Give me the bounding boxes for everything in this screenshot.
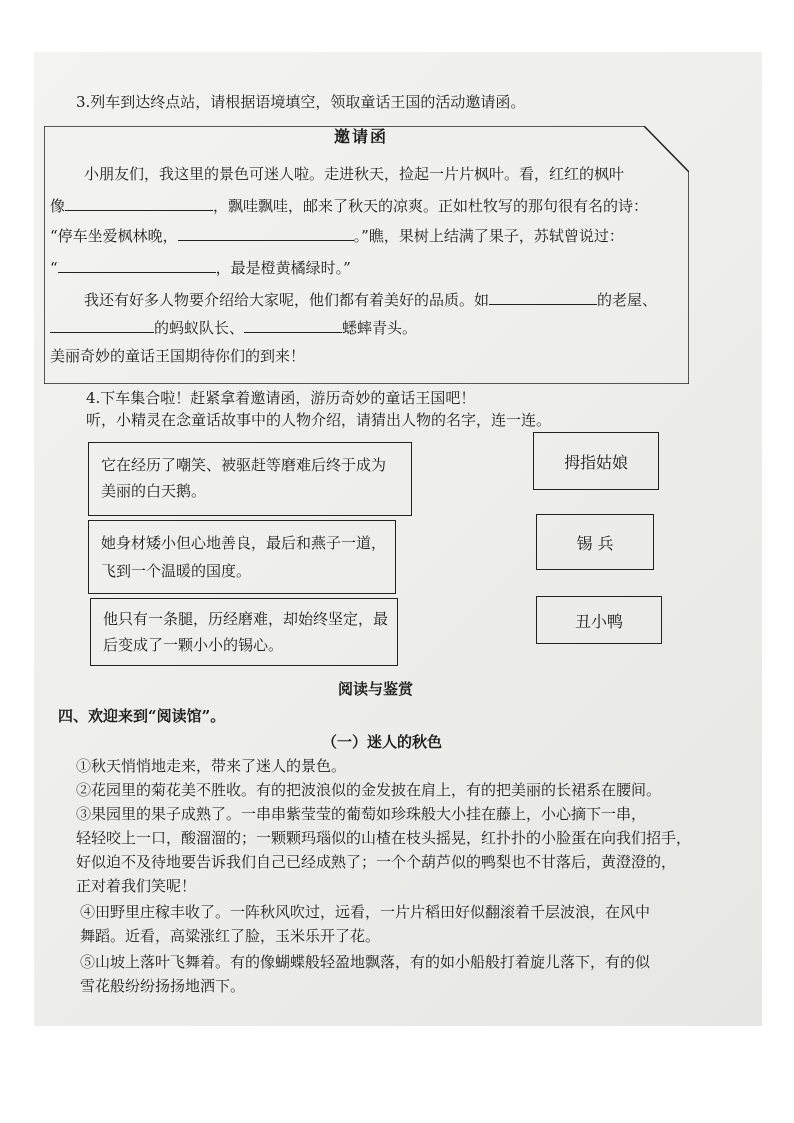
invite-line-4b: ，最是橙黄橘绿时。”: [215, 259, 351, 277]
blank-poem-du-mu[interactable]: [178, 224, 354, 241]
invite-line-6b: 蟋蟀青头。: [342, 319, 418, 337]
invite-line-6: [50, 316, 417, 338]
blank-poem-su-shi[interactable]: [58, 256, 216, 273]
name-box-tin-soldier[interactable]: 锡 兵: [536, 514, 654, 570]
blank-simile[interactable]: [65, 194, 213, 211]
invite-line-4: [50, 256, 351, 278]
invite-line-2b: ，飘哇飘哇，邮来了秋天的凉爽。正如杜牧写的那句很有名的诗：: [213, 197, 649, 215]
invite-line-6a: 的蚂蚁队长、: [154, 319, 245, 337]
name-box-ugly-duckling[interactable]: 丑小鸭: [536, 596, 662, 644]
part-four-heading: 四、欢迎来到“阅读馆”。: [58, 707, 226, 725]
passage-title: （一）迷人的秋色: [322, 733, 443, 751]
description-box-3[interactable]: [90, 598, 398, 666]
paragraph-1: ①秋天悄悄地走来，带来了迷人的景色。: [76, 757, 347, 775]
paragraph-4-line-1: ④田野里庄稼丰收了。一阵秋风吹过，远看，一片片稻田好似翻滚着千层波浪，在风中: [80, 903, 651, 921]
q4-instruction: 听，小精灵在念童话故事中的人物介绍，请猜出人物的名字，连一连。: [86, 411, 552, 429]
invite-line-5: [84, 288, 657, 310]
paragraph-4-line-2: 舞蹈。近看，高粱涨红了脸，玉米乐开了花。: [80, 927, 381, 945]
paragraph-2: ②花园里的菊花美不胜收。有的把波浪似的金发披在肩上，有的把美丽的长裙系在腰间。: [76, 781, 662, 799]
description-box-2[interactable]: [88, 520, 396, 594]
invite-line-4a: “: [50, 259, 58, 277]
invite-line-7: 美丽奇妙的童话王国期待你们的到来！: [50, 347, 306, 365]
worksheet-page: [34, 52, 762, 1026]
invite-line-3a: “停车坐爱枫林晚，: [50, 227, 178, 245]
description-box-1[interactable]: [88, 442, 412, 516]
q4-prompt: 4.下车集合啦！赶紧拿着邀请函，游历奇妙的童话王国吧！: [86, 389, 476, 407]
description-1-line-2: 美丽的白天鹅。: [101, 482, 207, 500]
q3-prompt: 3.列车到达终点站，请根据语境填空，领取童话王国的活动邀请函。: [76, 93, 526, 111]
paragraph-3-line-2: 轻轻咬上一口，酸溜溜的；一颗颗玛瑙似的山楂在枝头摇晃，红扑扑的小脸蛋在向我们招手，: [76, 829, 692, 847]
paragraph-5-line-2: 雪花般纷纷扬扬地洒下。: [80, 977, 246, 995]
paragraph-3-line-4: 正对着我们笑呢！: [76, 877, 197, 895]
section-title-reading: 阅读与鉴赏: [338, 680, 414, 698]
invite-line-1: 小朋友们，我这里的景色可迷人啦。走进秋天，捡起一片片枫叶。看，红红的枫叶: [84, 165, 625, 183]
paragraph-3-line-1: ③果园里的果子成熟了。一串串紫莹莹的葡萄如珍珠般大小挂在藤上，小心摘下一串，: [76, 805, 647, 823]
invite-line-2a: 像: [50, 197, 66, 215]
invite-line-3b: 。”瞧，果树上结满了果子，苏轼曾说过：: [353, 227, 624, 245]
paragraph-3-line-3: 好似迫不及待地要告诉我们自己已经成熟了；一个个葫芦似的鸭梨也不甘落后，黄澄澄的，: [76, 853, 677, 871]
description-1-line-1: 它在经历了嘲笑、被驱赶等磨难后终于成为: [101, 456, 387, 474]
description-3-line-2: 后变成了一颗小小的锡心。: [103, 636, 284, 654]
invite-line-5b: 的老屋、: [597, 291, 658, 309]
description-3-line-1: 他只有一条腿，历经磨难，却始终坚定，最: [103, 610, 389, 628]
blank-character-1[interactable]: [489, 288, 597, 305]
paragraph-5-line-1: ⑤山坡上落叶飞舞着。有的像蝴蝶般轻盈地飘落，有的如小船般打着旋儿落下，有的似: [80, 953, 651, 971]
invite-line-2: [50, 194, 648, 216]
name-box-thumbelina[interactable]: 拇指姑娘: [533, 432, 659, 490]
blank-character-2[interactable]: [50, 316, 154, 333]
invitation-title: 邀请函: [334, 127, 389, 146]
blank-character-3[interactable]: [244, 316, 342, 333]
description-2-line-1: 她身材矮小但心地善良，最后和燕子一道，: [101, 534, 387, 552]
invite-line-5a: 我还有好多人物要介绍给大家呢，他们都有着美好的品质。如: [84, 291, 490, 309]
invite-line-3: [50, 224, 624, 246]
description-2-line-2: 飞到一个温暖的国度。: [101, 562, 252, 580]
